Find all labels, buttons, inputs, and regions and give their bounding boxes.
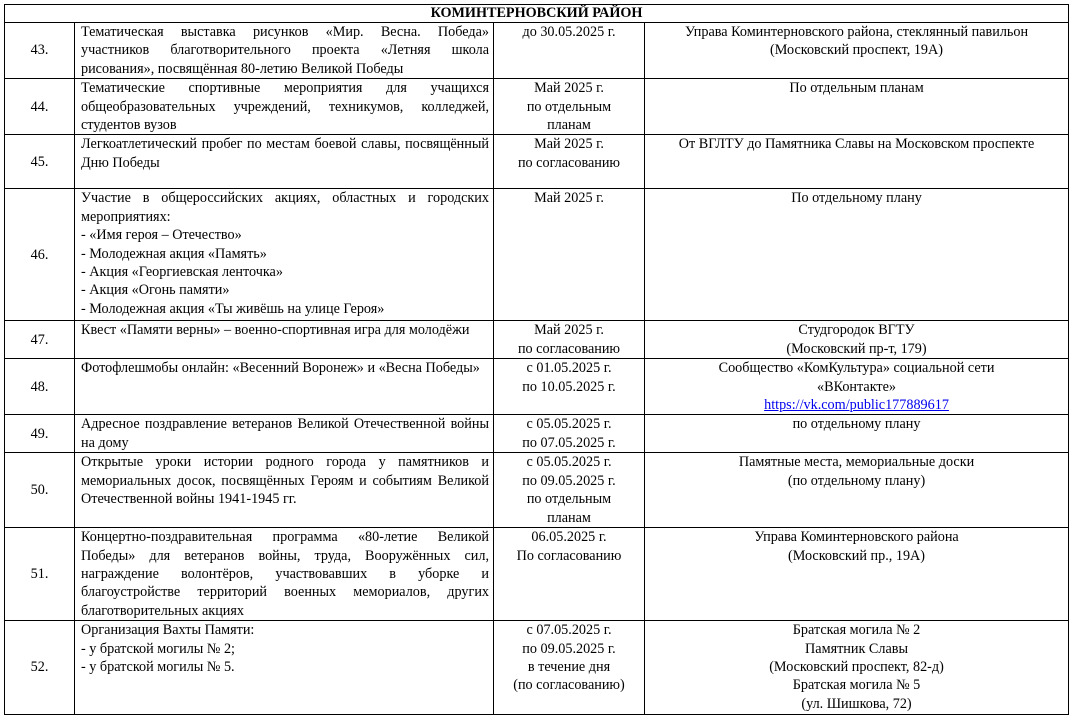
date-cell [494,135,645,189]
date-cell [494,189,645,321]
date-cell [494,415,645,453]
place-cell [645,135,1069,189]
event-cell-line: Фотофлешмобы онлайн: «Весенний Воронеж» и «Весна Победы» [81,360,480,377]
place-cell [645,528,1069,621]
place-cell-line: От ВГЛТУ до Памятника Славы на Московском проспекте [678,136,1035,153]
place-cell-line: по отдельному плану [792,416,921,433]
date-cell-line: планам [547,509,591,526]
place-cell-line: (Московский проспект, 82-д) [769,658,944,675]
place-cell-line: (по отдельному плану) [787,472,926,489]
place-cell [645,415,1069,453]
table-row [5,79,1069,135]
district-header-row [5,5,1069,23]
date-cell [494,453,645,528]
date-cell-line: Май 2025 г. [534,190,604,207]
place-cell-line: (ул. Шишкова, 72) [801,695,912,712]
date-cell [494,621,645,715]
table-row [5,621,1069,715]
event-cell-line: - Молодежная акция «Ты живёшь на улице Героя» [81,300,385,317]
event-cell-line: Открытые уроки истории родного города у памятников и мемориальных досок, посвящённых Героям и событиям Великой Отечественной войны 1941-1945 гг. [81,454,489,508]
place-cell [645,189,1069,321]
event-cell [75,135,494,189]
row-number: 46. [5,189,75,321]
event-cell-line: Адресное поздравление ветеранов Великой Отечественной войны на дому [81,416,489,451]
row-number: 50. [5,453,75,528]
event-cell-line: - у братской могилы № 5. [81,658,235,675]
place-cell-line: Братская могила № 2 [792,622,921,639]
date-cell-line: с 01.05.2025 г. [526,360,612,377]
district-header: КОМИНТЕРНОВСКИЙ РАЙОН [5,5,1069,23]
event-cell [75,528,494,621]
date-cell-line: по 10.05.2025 г. [522,378,616,395]
events-table [4,4,1069,715]
date-cell [494,79,645,135]
event-cell [75,23,494,79]
table-row [5,135,1069,189]
date-cell-line: по согласованию [517,340,621,357]
event-cell-line: - Акция «Огонь памяти» [81,282,230,299]
event-cell-line: Участие в общероссийских акциях, областных и городских мероприятиях: [81,190,489,225]
table-row [5,453,1069,528]
date-cell-line: (по согласованию) [513,677,625,694]
place-cell-line: (Московский проспект, 19А) [770,42,943,59]
place-cell [645,453,1069,528]
row-number: 44. [5,79,75,135]
date-cell-line: с 05.05.2025 г. [526,416,612,433]
date-cell-line: Май 2025 г. [534,322,604,339]
event-cell [75,453,494,528]
event-cell [75,621,494,715]
date-cell-line: Май 2025 г. [534,136,604,153]
date-cell-line: с 05.05.2025 г. [526,454,612,471]
event-cell-line: Организация Вахты Памяти: [81,622,255,639]
place-cell-line: «ВКонтакте» [817,378,896,395]
event-cell-line: - Акция «Георгиевская ленточка» [81,264,283,281]
event-cell [75,321,494,359]
place-cell-line: Сообщество «КомКультура» социальной сети [718,360,995,377]
date-cell [494,359,645,415]
table-row [5,321,1069,359]
event-cell-line: Тематические спортивные мероприятия для учащихся общеобразовательных учреждений, техникумов, колледжей, студентов вузов [81,80,489,134]
event-cell [75,79,494,135]
date-cell-line: до 30.05.2025 г. [522,24,616,40]
place-cell [645,621,1069,715]
vk-link[interactable]: https://vk.com/public177889617 [764,397,949,414]
date-cell-line: по 09.05.2025 г. [522,472,616,489]
table-row [5,415,1069,453]
event-cell-line: Квест «Памяти верны» – военно-спортивная игра для молодёжи [81,322,470,339]
event-cell-line: - у братской могилы № 2; [81,640,235,657]
date-cell-line: По согласованию [516,547,622,564]
place-cell-line: По отдельным планам [789,80,924,97]
table-row [5,23,1069,79]
row-number: 43. [5,23,75,79]
date-cell-line: планам [547,117,591,134]
place-cell-line: По отдельному плану [791,190,922,207]
date-cell [494,528,645,621]
row-number: 47. [5,321,75,359]
event-cell-line: Тематическая выставка рисунков «Мир. Весна. Победа» участников благотворительного проекта «Летняя школа рисования», посвящённая 80-летию Великой Победы [81,24,489,77]
date-cell [494,23,645,79]
place-cell [645,359,1069,415]
date-cell-line: по 07.05.2025 г. [522,434,616,451]
place-cell [645,321,1069,359]
event-cell [75,415,494,453]
date-cell-line: по отдельным [526,491,612,508]
event-cell-line: - «Имя героя – Отечество» [81,227,242,244]
event-cell-line: Легкоатлетический пробег по местам боевой славы, посвящённый Дню Победы [81,136,489,171]
event-cell-line: Концертно-поздравительная программа «80-летие Великой Победы» для ветеранов войны, труда, Вооружённых сил, награждение волонтёров, участвовавших в уборке и благоустройстве территорий военных мемориалов, других благотворительных акциях [81,529,489,619]
row-number: 45. [5,135,75,189]
date-cell-line: Май 2025 г. [534,80,604,97]
place-cell-line: (Московский пр-т, 179) [786,340,927,357]
date-cell-line: с 07.05.2025 г. [526,622,612,639]
date-cell-line: 06.05.2025 г. [531,529,607,546]
place-cell-line: Памятник Славы [805,640,908,657]
row-number: 52. [5,621,75,715]
place-cell-line: Памятные места, мемориальные доски [738,454,975,471]
date-cell-line: в течение дня [527,658,611,675]
date-cell-line: по отдельным [526,98,612,115]
date-cell [494,321,645,359]
place-cell-line: Студгородок ВГТУ [798,322,915,339]
row-number: 51. [5,528,75,621]
date-cell-line: по согласованию [517,154,621,171]
table-row [5,528,1069,621]
row-number: 48. [5,359,75,415]
event-cell-line: - Молодежная акция «Память» [81,245,267,262]
event-cell [75,359,494,415]
place-cell [645,23,1069,79]
table-row [5,189,1069,321]
row-number: 49. [5,415,75,453]
place-cell-line: (Московский пр., 19А) [788,547,926,564]
date-cell-line: по 09.05.2025 г. [522,640,616,657]
event-cell [75,189,494,321]
place-cell-line: Управа Коминтерновского района [754,529,959,546]
place-cell-line: Братская могила № 5 [792,677,921,694]
place-cell [645,79,1069,135]
table-row [5,359,1069,415]
place-cell-line: Управа Коминтерновского района, стеклянный павильон [684,24,1029,40]
